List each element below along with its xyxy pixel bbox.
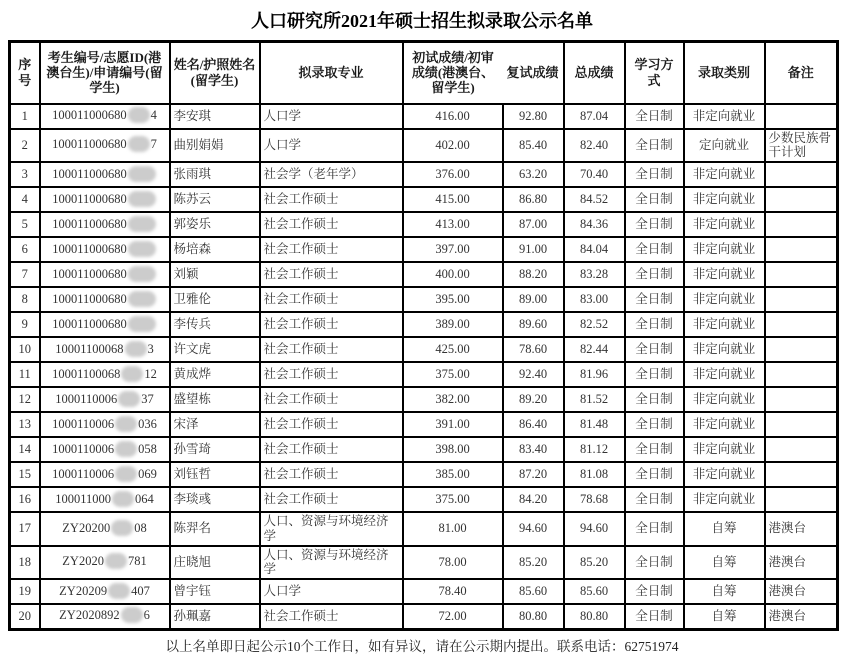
table-row	[10, 129, 838, 163]
admission-type-cell: 非定向就业	[684, 287, 765, 312]
table-row	[10, 512, 838, 546]
retest-score-cell: 86.80	[503, 187, 564, 212]
remark-cell	[765, 237, 838, 262]
retest-score-cell: 91.00	[503, 237, 564, 262]
total-score-cell: 83.00	[564, 287, 625, 312]
name-cell: 陈苏云	[170, 187, 260, 212]
table-row	[10, 362, 838, 387]
candidate-id-visible-suffix: 37	[141, 391, 154, 406]
name-cell: 李传兵	[170, 312, 260, 337]
seq-cell: 1	[10, 104, 40, 129]
seq-cell: 18	[10, 546, 40, 580]
admission-type-cell: 自筹	[684, 512, 765, 546]
candidate-id-visible-suffix: 08	[134, 520, 147, 535]
admission-type-cell: 非定向就业	[684, 462, 765, 487]
major-cell: 社会工作硕士	[260, 212, 403, 237]
major-cell: 社会工作硕士	[260, 362, 403, 387]
remark-cell	[765, 312, 838, 337]
remark-cell	[765, 262, 838, 287]
study-mode-cell: 全日制	[625, 237, 684, 262]
name-cell: 卫雅伦	[170, 287, 260, 312]
name-cell: 刘钰哲	[170, 462, 260, 487]
candidate-id-cell	[40, 487, 170, 512]
admission-type-cell: 非定向就业	[684, 487, 765, 512]
candidate-id-visible-suffix: 036	[138, 416, 157, 431]
table-row	[10, 337, 838, 362]
seq-cell: 16	[10, 487, 40, 512]
candidate-id-visible-suffix: 407	[131, 583, 150, 598]
seq-cell: 5	[10, 212, 40, 237]
table-row	[10, 312, 838, 337]
header-cell-seq: 序号	[10, 42, 40, 104]
candidate-id-visible-prefix: 10001100068	[55, 341, 124, 356]
study-mode-cell: 全日制	[625, 412, 684, 437]
remark-cell	[765, 337, 838, 362]
candidate-id-visible-prefix: 10001100068	[52, 366, 121, 381]
seq-cell: 2	[10, 129, 40, 163]
retest-score-cell: 87.20	[503, 462, 564, 487]
name-cell: 曾宇钰	[170, 579, 260, 604]
candidate-id-visible-prefix: 100011000680	[52, 266, 127, 281]
candidate-id-visible-prefix: 100011000680	[52, 191, 127, 206]
candidate-id-cell	[40, 129, 170, 163]
initial-score-cell: 81.00	[403, 512, 503, 546]
total-score-cell: 94.60	[564, 512, 625, 546]
header-cell-initial-score	[403, 42, 503, 104]
major-cell: 人口学	[260, 129, 403, 163]
total-score-cell: 82.40	[564, 129, 625, 163]
major-cell: 社会工作硕士	[260, 287, 403, 312]
candidate-id-cell	[40, 237, 170, 262]
candidate-id-visible-suffix: 6	[143, 608, 150, 623]
name-cell: 郭姿乐	[170, 212, 260, 237]
remark-cell	[765, 212, 838, 237]
admission-type-cell: 非定向就业	[684, 362, 765, 387]
admission-table	[8, 40, 839, 631]
total-score-cell: 85.60	[564, 579, 625, 604]
candidate-id-cell	[40, 546, 170, 580]
candidate-id-visible-prefix: ZY20209	[59, 583, 108, 598]
table-row	[10, 287, 838, 312]
candidate-id-visible-suffix: 12	[144, 366, 157, 381]
major-cell: 社会工作硕士	[260, 262, 403, 287]
major-cell: 社会工作硕士	[260, 237, 403, 262]
name-cell: 庄晓旭	[170, 546, 260, 580]
remark-cell	[765, 104, 838, 129]
retest-score-cell: 88.20	[503, 262, 564, 287]
remark-cell	[765, 362, 838, 387]
header-cell-initial-score-label: 初试成绩/初审成绩(港澳台、留学生)	[411, 49, 495, 96]
remark-cell	[765, 462, 838, 487]
major-cell: 人口、资源与环境经济学	[260, 512, 403, 546]
table-header-row	[10, 42, 838, 104]
header-cell-major: 拟录取专业	[260, 42, 403, 104]
remark-cell: 少数民族骨干计划	[765, 129, 838, 163]
candidate-id-cell	[40, 387, 170, 412]
major-cell: 社会工作硕士	[260, 312, 403, 337]
study-mode-cell: 全日制	[625, 387, 684, 412]
admission-type-cell: 非定向就业	[684, 337, 765, 362]
initial-score-cell: 398.00	[403, 437, 503, 462]
study-mode-cell: 全日制	[625, 262, 684, 287]
major-cell: 社会工作硕士	[260, 187, 403, 212]
header-cell-study-mode: 学习方式	[625, 42, 684, 104]
seq-cell: 10	[10, 337, 40, 362]
candidate-id-visible-suffix: 069	[138, 466, 157, 481]
candidate-id-visible-prefix: 1000110006	[55, 391, 118, 406]
major-cell: 人口学	[260, 579, 403, 604]
total-score-cell: 83.28	[564, 262, 625, 287]
study-mode-cell: 全日制	[625, 362, 684, 387]
candidate-id-visible-prefix: ZY20200	[62, 520, 111, 535]
retest-score-cell: 89.20	[503, 387, 564, 412]
candidate-id-visible-prefix: ZY2020	[62, 554, 104, 569]
candidate-id-cell	[40, 604, 170, 629]
candidate-id-cell	[40, 462, 170, 487]
table-row	[10, 104, 838, 129]
study-mode-cell: 全日制	[625, 187, 684, 212]
total-score-cell: 85.20	[564, 546, 625, 580]
initial-score-cell: 375.00	[403, 487, 503, 512]
total-score-cell: 81.12	[564, 437, 625, 462]
candidate-id-visible-prefix: 100011000680	[52, 216, 127, 231]
name-cell: 许文虎	[170, 337, 260, 362]
table-row	[10, 546, 838, 580]
candidate-id-cell	[40, 579, 170, 604]
seq-cell: 4	[10, 187, 40, 212]
table-row	[10, 262, 838, 287]
id-redaction-blur	[125, 341, 147, 357]
study-mode-cell: 全日制	[625, 312, 684, 337]
admission-type-cell: 非定向就业	[684, 387, 765, 412]
candidate-id-cell	[40, 412, 170, 437]
total-score-cell: 81.08	[564, 462, 625, 487]
retest-score-cell: 85.40	[503, 129, 564, 163]
total-score-cell: 82.44	[564, 337, 625, 362]
retest-score-cell: 87.00	[503, 212, 564, 237]
name-cell: 盛望栋	[170, 387, 260, 412]
remark-cell	[765, 187, 838, 212]
remark-cell	[765, 487, 838, 512]
seq-cell: 11	[10, 362, 40, 387]
major-cell: 社会工作硕士	[260, 487, 403, 512]
total-score-cell: 82.52	[564, 312, 625, 337]
study-mode-cell: 全日制	[625, 337, 684, 362]
candidate-id-cell	[40, 212, 170, 237]
candidate-id-cell	[40, 437, 170, 462]
table-row	[10, 187, 838, 212]
total-score-cell: 87.04	[564, 104, 625, 129]
remark-cell	[765, 437, 838, 462]
initial-score-cell: 72.00	[403, 604, 503, 629]
study-mode-cell: 全日制	[625, 212, 684, 237]
remark-cell: 港澳台	[765, 604, 838, 629]
initial-score-cell: 389.00	[403, 312, 503, 337]
name-cell: 黄成烨	[170, 362, 260, 387]
candidate-id-visible-prefix: 100011000	[55, 491, 112, 506]
id-redaction-blur	[128, 191, 156, 207]
major-cell: 人口、资源与环境经济学	[260, 546, 403, 580]
candidate-id-visible-prefix: 100011000680	[52, 316, 127, 331]
candidate-id-cell	[40, 312, 170, 337]
total-score-cell: 81.96	[564, 362, 625, 387]
initial-score-cell: 425.00	[403, 337, 503, 362]
initial-score-cell: 413.00	[403, 212, 503, 237]
id-redaction-blur	[115, 466, 137, 482]
study-mode-cell: 全日制	[625, 604, 684, 629]
id-redaction-blur	[105, 553, 127, 569]
candidate-id-visible-suffix: 3	[147, 341, 154, 356]
initial-score-cell: 415.00	[403, 187, 503, 212]
remark-cell	[765, 287, 838, 312]
candidate-id-cell	[40, 187, 170, 212]
study-mode-cell: 全日制	[625, 487, 684, 512]
study-mode-cell: 全日制	[625, 104, 684, 129]
admission-type-cell: 自筹	[684, 579, 765, 604]
candidate-id-visible-prefix: 100011000680	[52, 291, 127, 306]
initial-score-cell: 78.40	[403, 579, 503, 604]
seq-cell: 3	[10, 162, 40, 187]
retest-score-cell: 80.80	[503, 604, 564, 629]
table-row	[10, 212, 838, 237]
initial-score-cell: 400.00	[403, 262, 503, 287]
candidate-id-visible-suffix: 7	[150, 137, 157, 152]
initial-score-cell: 385.00	[403, 462, 503, 487]
name-cell: 张雨琪	[170, 162, 260, 187]
table-row	[10, 604, 838, 629]
admission-type-cell: 非定向就业	[684, 262, 765, 287]
header-cell-retest-score: 复试成绩	[503, 42, 564, 104]
seq-cell: 19	[10, 579, 40, 604]
retest-score-cell: 85.20	[503, 546, 564, 580]
candidate-id-visible-suffix: 064	[135, 491, 154, 506]
initial-score-cell: 376.00	[403, 162, 503, 187]
name-cell: 宋泽	[170, 412, 260, 437]
candidate-id-visible-prefix: 100011000680	[52, 137, 127, 152]
name-cell: 曲别娟娟	[170, 129, 260, 163]
candidate-id-cell	[40, 104, 170, 129]
study-mode-cell: 全日制	[625, 129, 684, 163]
admission-type-cell: 非定向就业	[684, 187, 765, 212]
retest-score-cell: 83.40	[503, 437, 564, 462]
id-redaction-blur	[128, 216, 156, 232]
candidate-id-visible-prefix: 1000110006	[52, 441, 115, 456]
candidate-id-cell	[40, 262, 170, 287]
table-row	[10, 412, 838, 437]
admission-type-cell: 非定向就业	[684, 412, 765, 437]
seq-cell: 17	[10, 512, 40, 546]
initial-score-cell: 416.00	[403, 104, 503, 129]
admission-type-cell: 自筹	[684, 604, 765, 629]
study-mode-cell: 全日制	[625, 437, 684, 462]
table-row	[10, 487, 838, 512]
major-cell: 社会工作硕士	[260, 462, 403, 487]
study-mode-cell: 全日制	[625, 512, 684, 546]
header-cell-name: 姓名/护照姓名(留学生)	[170, 42, 260, 104]
id-redaction-blur	[128, 266, 156, 282]
initial-score-cell: 397.00	[403, 237, 503, 262]
major-cell: 社会学（老年学）	[260, 162, 403, 187]
initial-score-cell: 375.00	[403, 362, 503, 387]
id-redaction-blur	[115, 416, 137, 432]
major-cell: 社会工作硕士	[260, 387, 403, 412]
admission-type-cell: 自筹	[684, 546, 765, 580]
seq-cell: 20	[10, 604, 40, 629]
initial-score-cell: 391.00	[403, 412, 503, 437]
seq-cell: 7	[10, 262, 40, 287]
major-cell: 社会工作硕士	[260, 604, 403, 629]
retest-score-cell: 94.60	[503, 512, 564, 546]
admission-type-cell: 定向就业	[684, 129, 765, 163]
study-mode-cell: 全日制	[625, 462, 684, 487]
total-score-cell: 84.52	[564, 187, 625, 212]
id-redaction-blur	[128, 107, 150, 123]
candidate-id-cell	[40, 287, 170, 312]
retest-score-cell: 63.20	[503, 162, 564, 187]
id-redaction-blur	[111, 520, 133, 536]
id-redaction-blur	[115, 441, 137, 457]
header-cell-remark: 备注	[765, 42, 838, 104]
total-score-cell: 70.40	[564, 162, 625, 187]
total-score-cell: 81.52	[564, 387, 625, 412]
remark-cell	[765, 387, 838, 412]
total-score-cell: 78.68	[564, 487, 625, 512]
total-score-cell: 81.48	[564, 412, 625, 437]
id-redaction-blur	[108, 583, 130, 599]
id-redaction-blur	[121, 607, 143, 623]
retest-score-cell: 85.60	[503, 579, 564, 604]
table-row	[10, 387, 838, 412]
seq-cell: 9	[10, 312, 40, 337]
major-cell: 社会工作硕士	[260, 337, 403, 362]
admission-type-cell: 非定向就业	[684, 312, 765, 337]
major-cell: 社会工作硕士	[260, 437, 403, 462]
id-redaction-blur	[118, 391, 140, 407]
initial-score-cell: 382.00	[403, 387, 503, 412]
study-mode-cell: 全日制	[625, 546, 684, 580]
admission-type-cell: 非定向就业	[684, 237, 765, 262]
header-cell-admission-type: 录取类别	[684, 42, 765, 104]
name-cell: 陈羿名	[170, 512, 260, 546]
study-mode-cell: 全日制	[625, 579, 684, 604]
candidate-id-visible-prefix: 1000110006	[52, 466, 115, 481]
name-cell: 杨培森	[170, 237, 260, 262]
seq-cell: 14	[10, 437, 40, 462]
study-mode-cell: 全日制	[625, 162, 684, 187]
id-redaction-blur	[121, 366, 143, 382]
retest-score-cell: 86.40	[503, 412, 564, 437]
name-cell: 李琰彧	[170, 487, 260, 512]
remark-cell: 港澳台	[765, 546, 838, 580]
candidate-id-cell	[40, 162, 170, 187]
page-title: 人口研究所2021年硕士招生拟录取公示名单	[251, 11, 593, 31]
candidate-id-visible-prefix: 100011000680	[52, 107, 127, 122]
candidate-id-visible-suffix: 781	[127, 554, 147, 569]
seq-cell: 6	[10, 237, 40, 262]
id-redaction-blur	[128, 291, 156, 307]
candidate-id-visible-suffix: 058	[138, 441, 157, 456]
admission-type-cell: 非定向就业	[684, 212, 765, 237]
admission-type-cell: 非定向就业	[684, 104, 765, 129]
major-cell: 社会工作硕士	[260, 412, 403, 437]
admission-type-cell: 非定向就业	[684, 437, 765, 462]
major-cell: 人口学	[260, 104, 403, 129]
id-redaction-blur	[128, 316, 156, 332]
retest-score-cell: 92.40	[503, 362, 564, 387]
total-score-cell: 84.36	[564, 212, 625, 237]
id-redaction-blur	[128, 241, 156, 257]
retest-score-cell: 78.60	[503, 337, 564, 362]
remark-cell	[765, 162, 838, 187]
id-redaction-blur	[112, 491, 134, 507]
initial-score-cell: 78.00	[403, 546, 503, 580]
header-cell-total-score: 总成绩	[564, 42, 625, 104]
candidate-id-visible-prefix: ZY2020892	[59, 608, 120, 623]
table-row	[10, 437, 838, 462]
name-cell: 孙雪琦	[170, 437, 260, 462]
id-redaction-blur	[128, 166, 156, 182]
candidate-id-visible-prefix: 100011000680	[52, 166, 127, 181]
retest-score-cell: 89.00	[503, 287, 564, 312]
initial-score-cell: 395.00	[403, 287, 503, 312]
name-cell: 孙珮嘉	[170, 604, 260, 629]
candidate-id-visible-prefix: 100011000680	[52, 241, 127, 256]
table-row	[10, 579, 838, 604]
name-cell: 李安琪	[170, 104, 260, 129]
candidate-id-cell	[40, 337, 170, 362]
candidate-id-visible-prefix: 1000110006	[52, 416, 115, 431]
remark-cell	[765, 412, 838, 437]
seq-cell: 8	[10, 287, 40, 312]
candidate-id-cell	[40, 512, 170, 546]
footer-note: 以上名单即日起公示10个工作日，如有异议，请在公示期内提出。联系电话：62751974	[165, 638, 679, 654]
name-cell: 刘颖	[170, 262, 260, 287]
header-cell-candidate-id: 考生编号/志愿ID(港澳台生)/申请编号(留学生)	[40, 42, 170, 104]
study-mode-cell: 全日制	[625, 287, 684, 312]
seq-cell: 15	[10, 462, 40, 487]
remark-cell: 港澳台	[765, 579, 838, 604]
table-row	[10, 162, 838, 187]
id-redaction-blur	[128, 136, 150, 152]
candidate-id-visible-suffix: 4	[150, 107, 157, 122]
retest-score-cell: 84.20	[503, 487, 564, 512]
initial-score-cell: 402.00	[403, 129, 503, 163]
remark-cell: 港澳台	[765, 512, 838, 546]
seq-cell: 13	[10, 412, 40, 437]
seq-cell: 12	[10, 387, 40, 412]
candidate-id-cell	[40, 362, 170, 387]
admission-type-cell: 非定向就业	[684, 162, 765, 187]
table-row	[10, 237, 838, 262]
retest-score-cell: 89.60	[503, 312, 564, 337]
retest-score-cell: 92.80	[503, 104, 564, 129]
total-score-cell: 80.80	[564, 604, 625, 629]
total-score-cell: 84.04	[564, 237, 625, 262]
table-row	[10, 462, 838, 487]
